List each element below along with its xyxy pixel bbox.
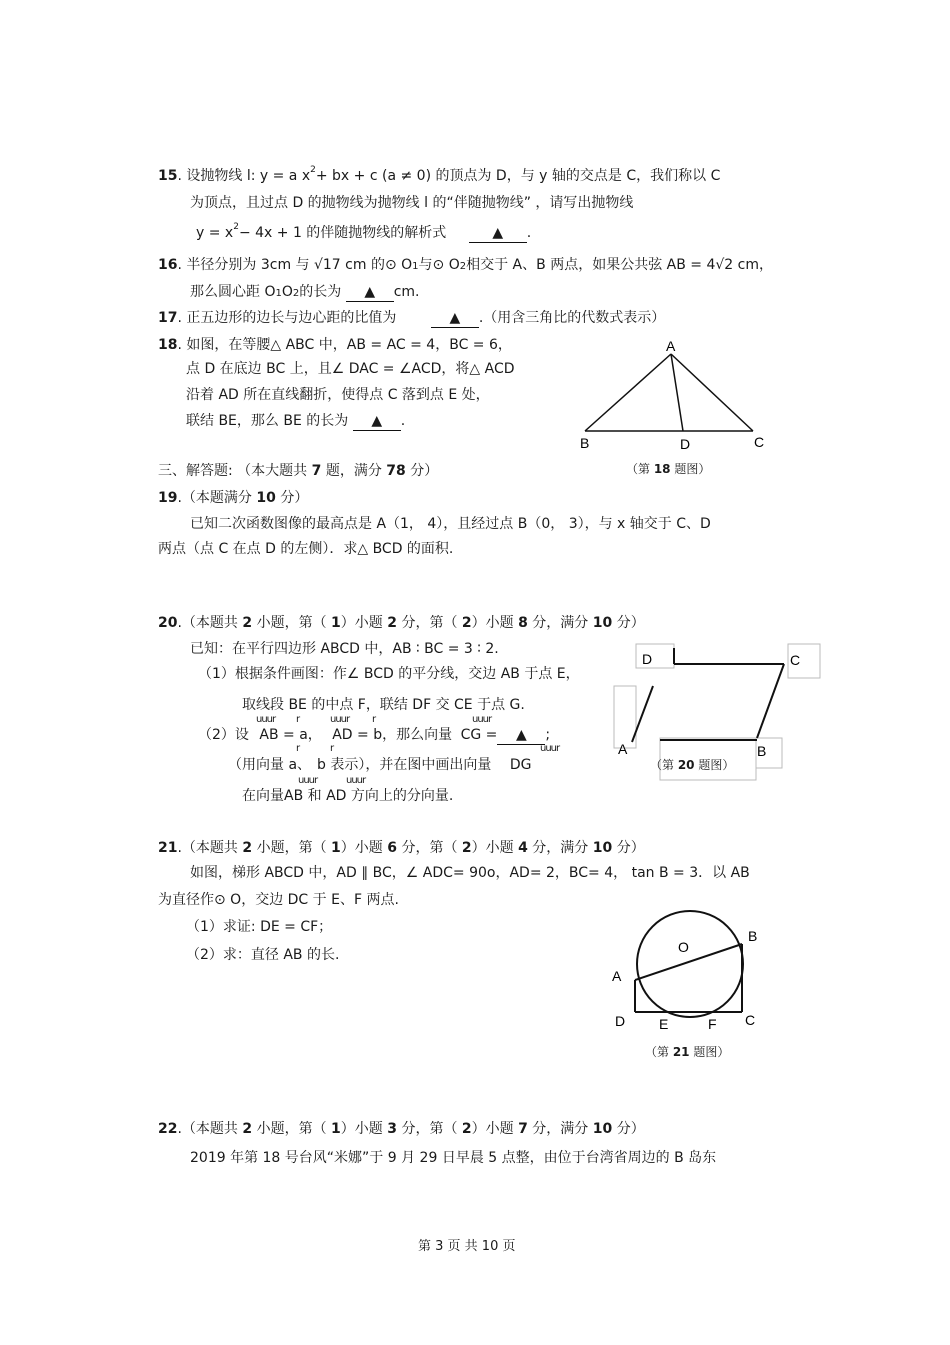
vec-b-mark-2: r: [330, 743, 334, 754]
q21-line2: 为直径作⊙ O，交边 DC 于 E、F 两点.: [158, 892, 399, 908]
q22-heading: 22.（本题共 2 小题，第（ 1）小题 3 分，第（ 2）小题 7 分，满分 10 分）: [158, 1121, 645, 1137]
page-footer: 第 3 页 共 10 页: [418, 1239, 516, 1254]
q18-label-c: C: [754, 434, 765, 450]
q16-answer-blank[interactable]: ▲: [346, 283, 394, 302]
vec-ad-mark: uuur: [330, 714, 350, 725]
q15-line3: $y = x^2- 4x + 1$ 的伴随抛物线的解析式 ▲ .: [196, 222, 532, 241]
q17-answer-blank[interactable]: ▲: [431, 309, 479, 328]
q21-heading: 21.（本题共 2 小题，第（ 1）小题 6 分，第（ 2）小题 4 分，满分 10 分）: [158, 840, 645, 856]
q20-answer-blank[interactable]: ▲: [497, 726, 545, 745]
q20-line2: （1）根据条件画图：作∠ BCD 的平分线，交边 AB 于点 E，: [198, 666, 580, 682]
q18-line3: 沿着 AD 所在直线翻折，使得点 C 落到点 E 处，: [186, 387, 490, 403]
q20-line1: 已知：在平行四边形 ABCD 中，AB ∶ BC = 3 ∶ 2.: [190, 641, 499, 657]
q20-label-b: B: [757, 743, 767, 759]
q21-part2: （2）求：直径 AB 的长.: [186, 947, 340, 963]
q21-part1: （1）求证: DE = CF；: [186, 919, 333, 935]
q21-label-a: A: [612, 968, 622, 984]
q19-line2: 两点（点 C 在点 D 的左侧）．求△ BCD 的面积.: [158, 541, 454, 557]
q18-line1: 18. 如图，在等腰△ ABC 中，AB = AC = 4，BC = 6，: [158, 337, 512, 353]
q21-label-e: E: [659, 1016, 669, 1032]
q16-line2: 那么圆心距 O1O2的长为 ▲ cm.: [190, 284, 420, 300]
q20-label-a: A: [618, 741, 628, 757]
q21-caption: （第 21 题图）: [645, 1045, 730, 1059]
q20-label-c: C: [790, 652, 801, 668]
q21-label-o: O: [678, 939, 689, 955]
q20-line4: （2）设 AB = a， AD = b，那么向量 CG = ▲ ;: [198, 727, 551, 743]
section3-heading: 三、解答题: （本大题共 7 题，满分 78 分）: [158, 463, 439, 479]
vec-ab-mark: uuur: [256, 714, 276, 725]
q21-label-d: D: [615, 1013, 626, 1029]
q18-figure: [570, 336, 780, 456]
q15-line2: 为顶点，且过点 D 的抛物线为抛物线 l 的“伴随抛物线” ，请写出抛物线: [190, 195, 634, 211]
q17-line: 17. 正五边形的边长与边心距的比值为 ▲ .（用含三角比的代数式表示）: [158, 310, 666, 326]
q21-label-f: F: [708, 1016, 717, 1032]
q15-number: 15: [158, 168, 178, 184]
q15-line1: 15. 设抛物线 l: y = a $x^2+$ bx + c (a ≠ 0) 的顶点为 D，与 y 轴的交点是 C，我们称以 C: [158, 165, 721, 184]
q21-figure: [606, 904, 772, 1034]
q22-line1: 2019 年第 18 号台风“米娜”于 9 月 29 日早晨 5 点整，由位于台湾省周边的 B 岛东: [190, 1150, 717, 1166]
q18-answer-blank[interactable]: ▲: [353, 412, 401, 431]
q20-caption: （第 20 题图）: [650, 758, 735, 772]
vec-ad-mark-2: uuur: [346, 775, 366, 786]
q20-line3: 取线段 BE 的中点 F，联结 DF 交 CE 于点 G.: [242, 697, 525, 713]
vec-dg-mark: uuur: [540, 743, 560, 754]
q18-line4: 联结 BE，那么 BE 的长为 ▲ .: [186, 413, 406, 429]
q21-label-c: C: [745, 1012, 756, 1028]
q15-answer-blank[interactable]: ▲: [469, 224, 527, 243]
q20-heading: 20.（本题共 2 小题，第（ 1）小题 2 分，第（ 2）小题 8 分，满分 10 分）: [158, 615, 645, 631]
vec-cg-mark: uuur: [472, 714, 492, 725]
q20-line6: 在向量AB 和 AD 方向上的分向量.: [242, 788, 454, 804]
q20-label-d: D: [642, 651, 653, 667]
q18-label-b: B: [580, 435, 590, 451]
q19-line1: 已知二次函数图像的最高点是 A（1， 4），且经过点 B（0， 3），与 x 轴交于 C、D: [190, 516, 711, 532]
q18-line2: 点 D 在底边 BC 上，且∠ DAC = ∠ACD，将△ ACD: [186, 361, 515, 377]
q16-line1: 16. 半径分别为 3cm 与 √17 cm 的⊙ O1与⊙ O2相交于 A、B 两点，如果公共弦 AB = 4√2 cm，: [158, 257, 773, 273]
vec-a-mark-2: r: [296, 743, 300, 754]
q21-label-b: B: [748, 928, 758, 944]
vec-ab-mark-2: uuur: [298, 775, 318, 786]
q19-heading: 19.（本题满分 10 分）: [158, 490, 309, 506]
q18-label-a: A: [666, 338, 676, 354]
vec-b-mark: r: [372, 714, 376, 725]
q20-line5: （用向量 a、 b 表示），并在图中画出向量 DG: [228, 757, 532, 773]
vec-a-mark: r: [296, 714, 300, 725]
q18-label-d: D: [680, 436, 691, 452]
q18-caption: （第 18 题图）: [626, 462, 711, 476]
q21-line1: 如图，梯形 ABCD 中，AD ∥ BC，∠ ADC= 90o，AD= 2，BC= 4， tan B = 3．以 AB: [190, 865, 750, 881]
